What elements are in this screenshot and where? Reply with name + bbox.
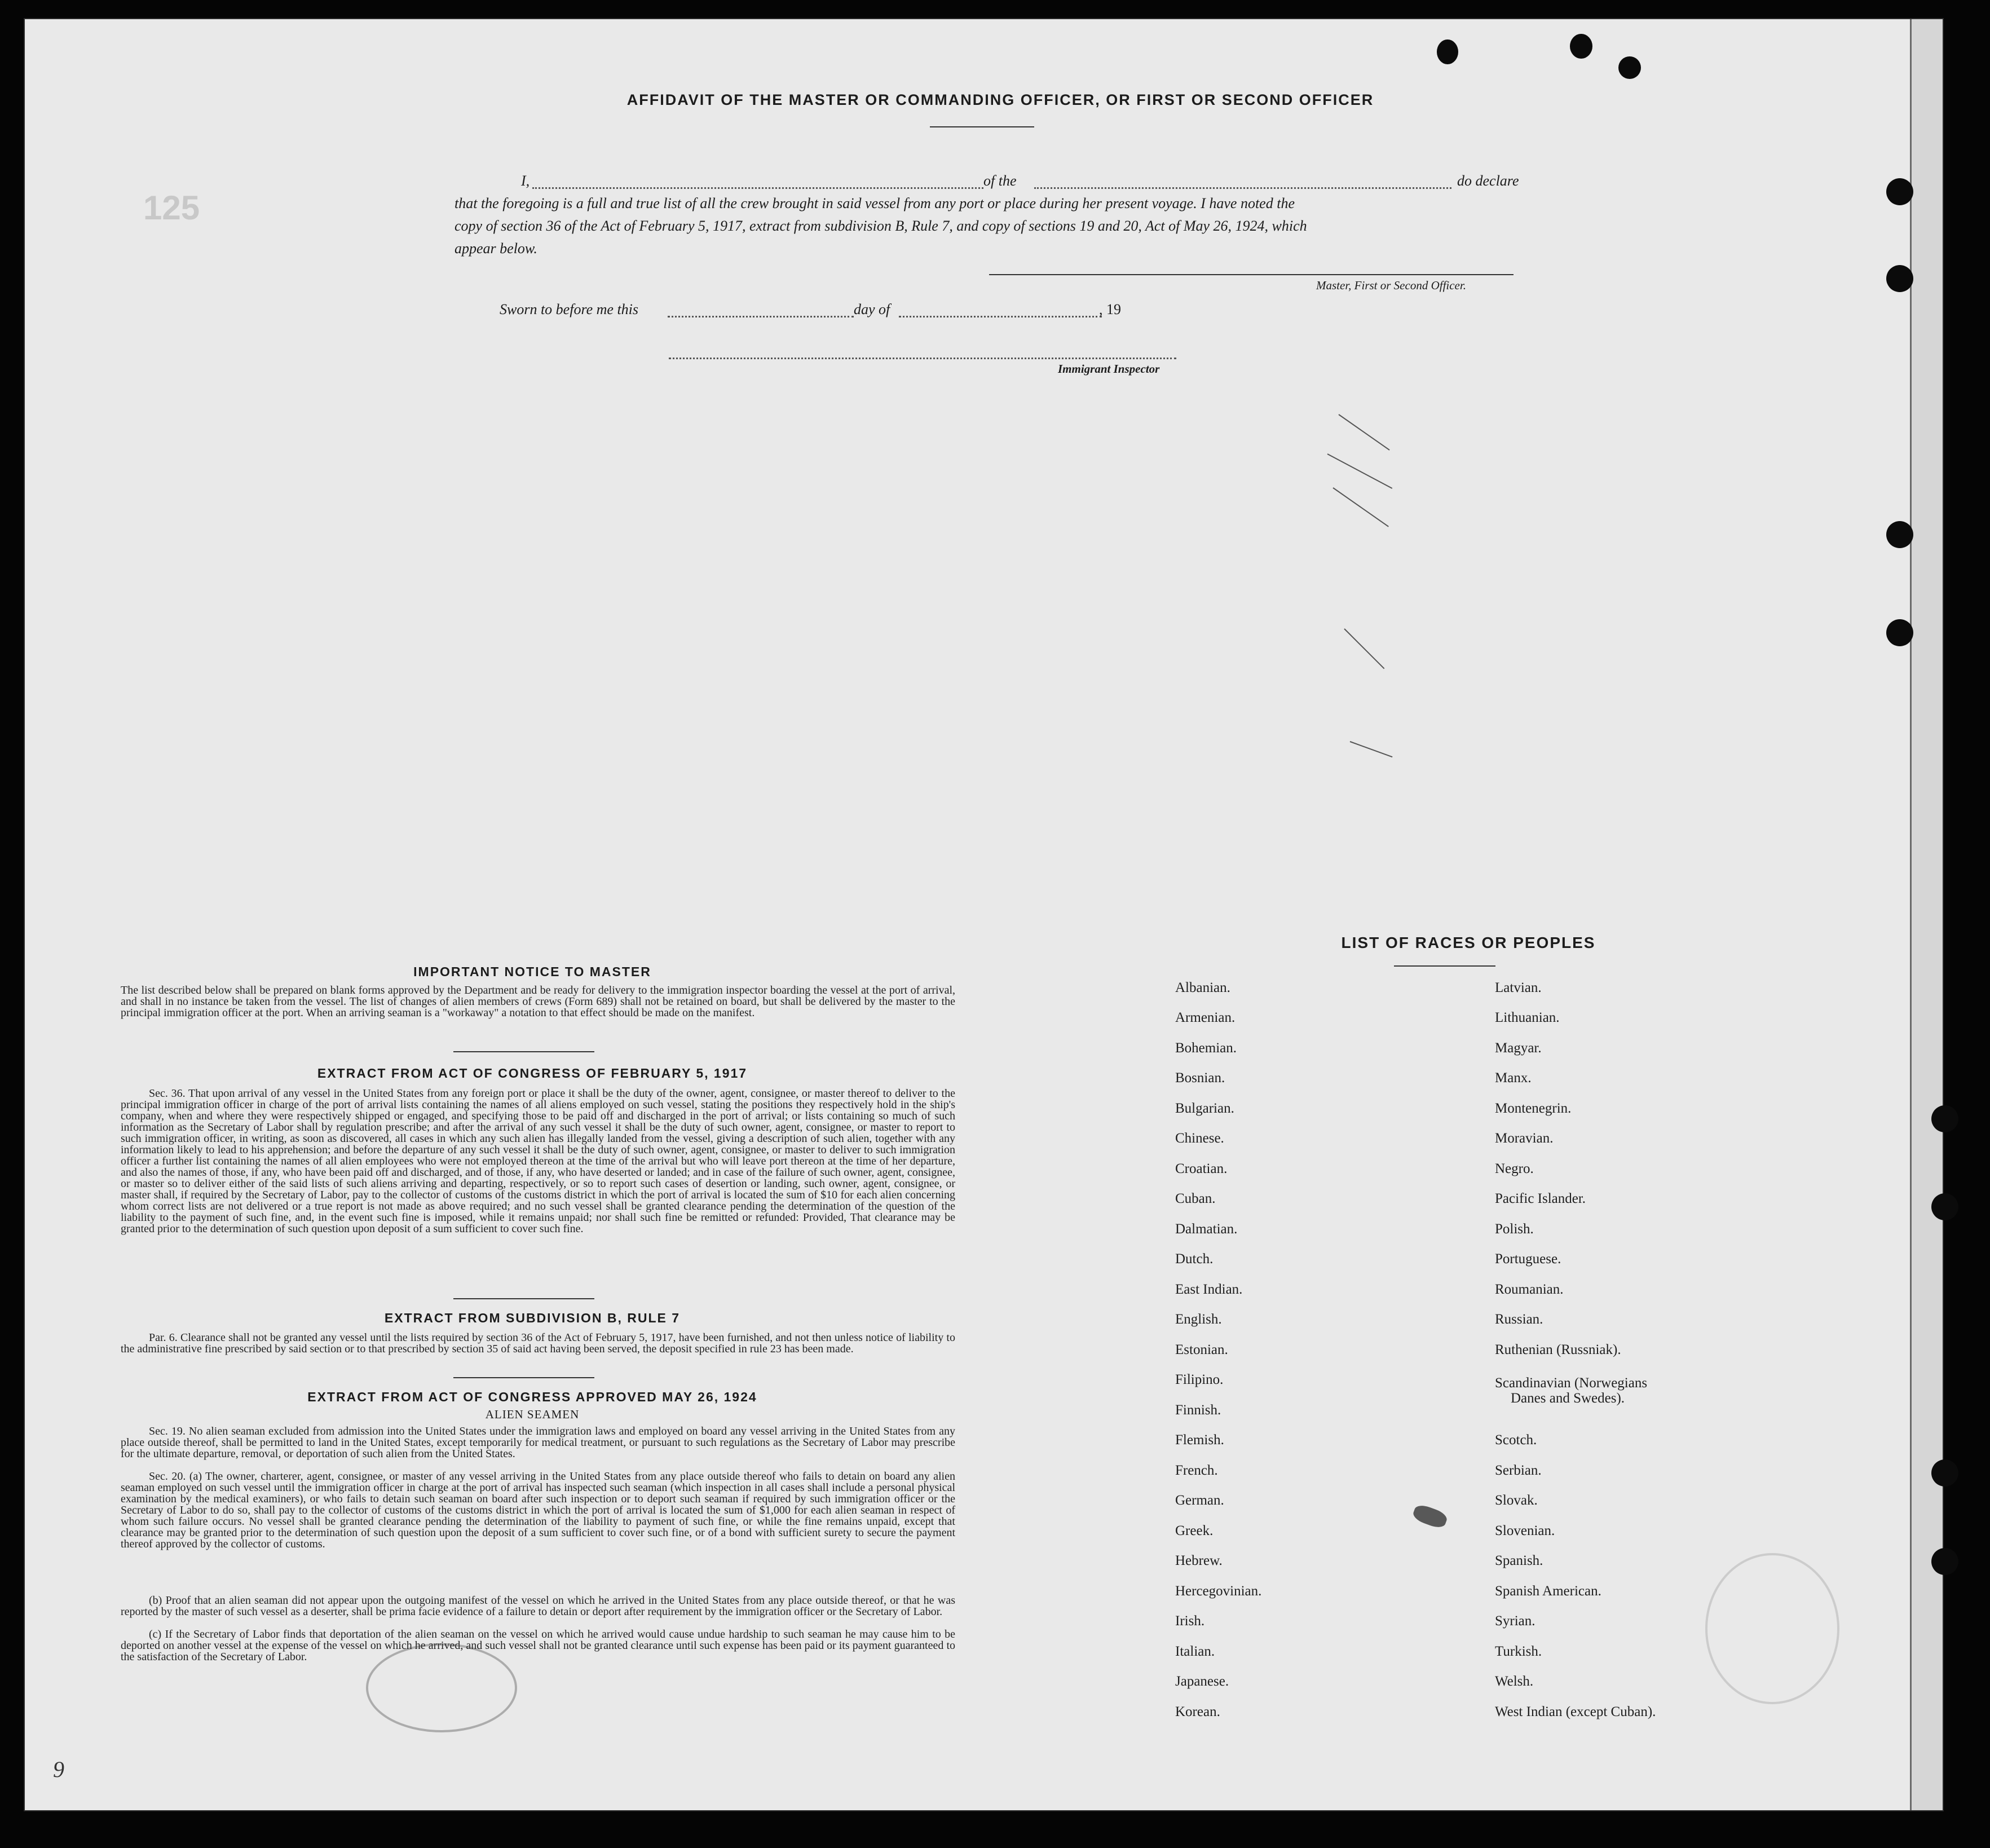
punch-hole (1886, 178, 1913, 205)
punch-hole (1570, 34, 1592, 59)
race-right-8: Polish. (1495, 1221, 1534, 1237)
extract-1917-title: EXTRACT FROM ACT OF CONGRESS OF FEBRUARY 5, 1917 (317, 1066, 748, 1080)
tick-mark (1332, 487, 1388, 527)
affidavit-line1-i: I, (521, 173, 530, 189)
ink-blot (1411, 1503, 1449, 1531)
race-left-4: Bulgarian. (1175, 1101, 1234, 1116)
race-left-21: Irish. (1175, 1613, 1205, 1629)
sworn-month-blank[interactable] (899, 316, 1102, 317)
race-left-23: Japanese. (1175, 1674, 1229, 1689)
race-right-15: Scotch. (1495, 1432, 1537, 1448)
race-left-12: Estonian. (1175, 1342, 1228, 1357)
extract-1924-sec20c: (c) If the Secretary of Labor finds that deportation of the alien seaman on the vessel on which he arrived would cause undue hardship to such seaman he may cause him to be deported on another vessel at the expense of the vessel on which he arrived, and such vessel shall not be granted clearance until such expense has been paid or its payment guaranteed to the satisfaction of the Secretary of Labor. (121, 1628, 955, 1663)
race-right-23: Welsh. (1495, 1674, 1534, 1689)
race-right-21: Syrian. (1495, 1613, 1535, 1629)
notice-body: The list described below shall be prepared on blank forms approved by the Department and be ready for delivery to the immigration inspector boarding the vessel at the port of arrival, and shall in no instance be taken from the vessel. The list of changes of alien members of crews (Form 689) shall not be retained on board, but shall be delivered by the master to the principal immigration officer at the port. When an arriving seaman is a "workaway" a notation to that effect should be made on the manifest. (121, 984, 955, 1019)
punch-hole (1931, 1105, 1958, 1132)
punch-hole (1886, 521, 1913, 548)
punch-hole (1931, 1459, 1958, 1487)
race-left-1: Armenian. (1175, 1010, 1236, 1025)
race-right-11: Russian. (1495, 1312, 1543, 1327)
race-left-8: Dalmatian. (1175, 1221, 1238, 1237)
tick-mark (1344, 628, 1384, 669)
inspector-label: Immigrant Inspector (1058, 362, 1160, 376)
year-text: , 19 (1099, 301, 1121, 317)
tick-mark (1338, 414, 1389, 451)
race-right-0: Latvian. (1495, 980, 1542, 995)
race-right-12: Ruthenian (Russniak). (1495, 1342, 1621, 1357)
race-left-13: Filipino. (1175, 1372, 1224, 1387)
signature-line[interactable] (989, 274, 1514, 275)
race-left-14: Finnish. (1175, 1402, 1221, 1418)
race-left-3: Bosnian. (1175, 1070, 1225, 1086)
race-right-2: Magyar. (1495, 1040, 1542, 1056)
divider (453, 1377, 594, 1378)
corner-mark-top-left: 125 (143, 189, 200, 227)
race-left-9: Dutch. (1175, 1251, 1214, 1267)
race-left-10: East Indian. (1175, 1282, 1243, 1297)
race-left-20: Hercegovinian. (1175, 1584, 1262, 1599)
affidavit-line4: appear below. (455, 240, 537, 257)
affidavit-line3: copy of section 36 of the Act of February 5, 1917, extract from subdivision B, Rule 7, and copy of sections 19 and 20, Act of May 26, 1924, which (455, 218, 1307, 234)
race-left-11: English. (1175, 1312, 1222, 1327)
divider (453, 1298, 594, 1299)
title-underline (930, 126, 1034, 127)
race-right-18: Slovenian. (1495, 1523, 1555, 1538)
document-sheet (24, 18, 1944, 1811)
race-left-22: Italian. (1175, 1644, 1215, 1659)
race-right-6: Negro. (1495, 1161, 1534, 1176)
race-right-4: Montenegrin. (1495, 1101, 1572, 1116)
punch-hole (1618, 56, 1641, 79)
races-title: LIST OF RACES OR PEOPLES (1341, 934, 1596, 951)
race-right-16: Serbian. (1495, 1463, 1542, 1478)
race-left-2: Bohemian. (1175, 1040, 1237, 1056)
affidavit-line1-of: of the (983, 173, 1017, 189)
race-right-24: West Indian (except Cuban). (1495, 1704, 1656, 1719)
race-left-18: Greek. (1175, 1523, 1214, 1538)
affidavit-line2: that the foregoing is a full and true list of all the crew brought in said vessel from any port or place during her present voyage. I have noted the (455, 195, 1295, 211)
extract-1924-subtitle: ALIEN SEAMEN (485, 1408, 580, 1421)
race-left-19: Hebrew. (1175, 1553, 1223, 1568)
extract-1917-body: Sec. 36. That upon arrival of any vessel in the United States from any foreign port or place it shall be the duty of the owner, agent, consignee, or master thereof to deliver to the principal immigration officer in charge of the port of arrival lists containing the names of all aliens employed on such vessel, stating the positions they respectively hold in the ship's company, when and where they were respectively shipped or engaged, and specifying those to be paid off and discharged in the port of arrival; or lists containing so much of such information as the Secretary of Labor shall by regulation prescribe; and after the arrival of any such vessel it shall be the duty of such owner, agent, consignee, or master to report to such immigration officer, in writing, as soon as discovered, all cases in which any such alien has illegally landed from the vessel, giving a description of such alien, together with any information likely to lead to his apprehension; and before the departure of any such vessel it shall be the duty of such owner, agent, consignee, or master to deliver to such immigration officer a further list containing the names of all alien employees who were not employed thereon at the time of the arrival but who will leave port thereon at the time of her departure, and also the names of those, if any, who have been paid off and discharged, and of those, if any, who have deserted or landed; and in case of the failure of such owner, agent, consignee, or master so to deliver either of the said lists of such aliens arriving and departing, respectively, or so to report such cases of desertion or landing, such owner, agent, consignee, or master shall, if required by the Secretary of Labor, pay to the collector of customs of the customs district in which the port of arrival is located the sum of $10 for each alien concerning whom correct lists are not delivered or a true report is not made as above required; and no such vessel shall be granted clearance pending the determination of the question of the liability to the payment of such fine, and, in the event such fine is imposed, while it remains unpaid; nor shall such fine be remitted or refunded: Provided, That clearance may be granted prior to the determination of such question upon deposit of a sum sufficient to cover such fine. (121, 1087, 955, 1235)
race-right-19: Spanish. (1495, 1553, 1543, 1568)
vessel-blank[interactable] (1034, 187, 1451, 189)
extract-1924-title: EXTRACT FROM ACT OF CONGRESS APPROVED MAY 26, 1924 (307, 1390, 757, 1404)
punch-hole (1931, 1548, 1958, 1575)
tick-mark (1327, 453, 1393, 489)
race-left-15: Flemish. (1175, 1432, 1224, 1448)
race-right-22: Turkish. (1495, 1644, 1542, 1659)
race-right-9: Portuguese. (1495, 1251, 1561, 1267)
extract-1924-sec19: Sec. 19. No alien seaman excluded from admission into the United States under the immigration laws and employed on board any vessel arriving in the United States from any place outside thereof, shall be permitted to land in the United States, except temporarily for medical treatment, or pursuant to such regulations as the Secretary of Labor may prescribe for the ultimate departure, removal, or deportation of such alien from the United States. (121, 1425, 955, 1460)
punch-hole (1886, 265, 1913, 292)
sworn-day-blank[interactable] (668, 316, 854, 317)
race-right-7: Pacific Islander. (1495, 1191, 1586, 1206)
rule7-title: EXTRACT FROM SUBDIVISION B, RULE 7 (384, 1311, 681, 1325)
race-right-5: Moravian. (1495, 1131, 1554, 1146)
race-left-24: Korean. (1175, 1704, 1220, 1719)
extract-1924-sec20b: (b) Proof that an alien seaman did not appear upon the outgoing manifest of the vessel on which he arrived in the United States from any place outside thereof, or that he was reported by the master of such vessel as a deserter, shall be prima facie evidence of a failure to detain or deport after requirement by the immigration officer or the Secretary of Labor. (121, 1594, 955, 1618)
race-right-14: Danes and Swedes). (1511, 1391, 1625, 1406)
race-right-13: Scandinavian (Norwegians (1495, 1375, 1648, 1391)
race-left-5: Chinese. (1175, 1131, 1224, 1146)
divider (453, 1051, 594, 1052)
day-of-text: day of (854, 301, 890, 317)
race-right-20: Spanish American. (1495, 1584, 1601, 1599)
name-blank[interactable] (532, 187, 983, 189)
race-left-17: German. (1175, 1493, 1224, 1508)
tick-mark (1350, 741, 1393, 757)
punch-hole (1931, 1193, 1958, 1220)
affidavit-title: AFFIDAVIT OF THE MASTER OR COMMANDING OFFICER, OR FIRST OR SECOND OFFICER (626, 91, 1374, 108)
rule7-body: Par. 6. Clearance shall not be granted any vessel until the lists required by section 36 of the Act of February 5, 1917, have been furnished, and not then unless notice of liability to the administrative fine prescribed by said section or to that prescribed by section 35 of said act having been served, the deposit specified in rule 23 has been made. (121, 1331, 955, 1355)
rubber-stamp (1705, 1553, 1839, 1704)
corner-mark-bottom-left: 9 (53, 1757, 64, 1782)
punch-hole (1886, 619, 1913, 646)
rubber-stamp (366, 1643, 517, 1732)
race-right-1: Lithuanian. (1495, 1010, 1560, 1025)
notice-title: IMPORTANT NOTICE TO MASTER (413, 964, 651, 979)
race-right-17: Slovak. (1495, 1493, 1538, 1508)
sworn-text: Sworn to before me this (500, 301, 639, 317)
race-right-3: Manx. (1495, 1070, 1532, 1086)
binder-strip (1910, 19, 1943, 1810)
extract-1924-sec20a: Sec. 20. (a) The owner, charterer, agent, consignee, or master of any vessel arriving in the United States from any place outside thereof who fails to detain on board any alien seaman employed on such vessel until the immigration officer in charge at the port of arrival has inspected such seaman (which inspection in all cases shall include a personal physical examination by the medical examiners), or who fails to detain such seaman on board after such inspection or to deport such seaman if required by such immigration officer or the Secretary of Labor to do so, shall pay to the collector of customs of the customs district in which the port of arrival is located the sum of $1,000 for each alien seaman in respect of whom such failure occurs. No vessel shall be granted clearance pending the determination of the liability to payment of such fine, or while the fine remains unpaid, except that clearance may be granted prior to the determination of such question upon the deposit of a sum sufficient to cover such fine, or of a bond with sufficient surety to secure the payment thereof approved by the collector of customs. (121, 1470, 955, 1550)
race-left-6: Croatian. (1175, 1161, 1228, 1176)
punch-hole (1437, 39, 1458, 64)
inspector-line[interactable] (669, 358, 1176, 359)
affidavit-line1-declare: do declare (1457, 173, 1519, 189)
race-right-10: Roumanian. (1495, 1282, 1564, 1297)
race-left-0: Albanian. (1175, 980, 1230, 995)
race-left-7: Cuban. (1175, 1191, 1216, 1206)
race-left-16: French. (1175, 1463, 1218, 1478)
signature-label: Master, First or Second Officer. (1316, 279, 1466, 292)
races-title-underline (1394, 965, 1495, 967)
